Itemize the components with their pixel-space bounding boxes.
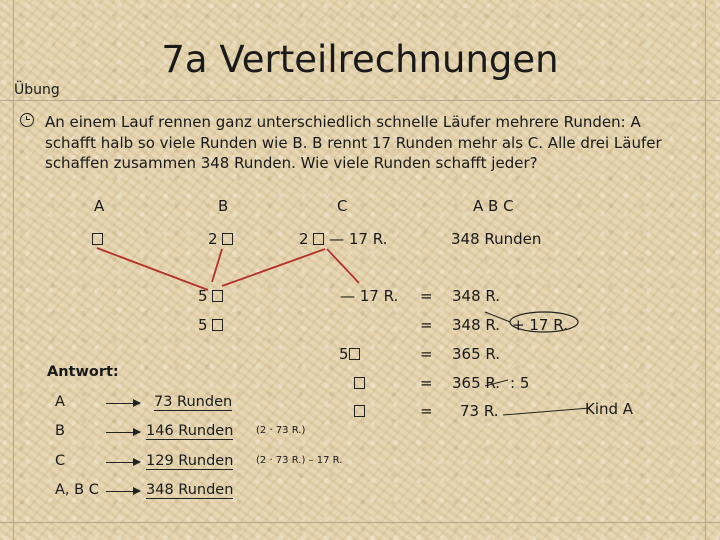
step4-left (354, 374, 365, 392)
step2-eq: = (420, 316, 433, 334)
variable-box (354, 405, 365, 417)
header-b: B (218, 197, 229, 215)
step2-note: + 17 R. (512, 316, 568, 334)
answer-value-abc: 348 Runden (146, 482, 234, 498)
step2-value: 348 R. (452, 316, 501, 334)
variable-box (354, 377, 365, 389)
answer-calc-c: (2 · 73 R.) – 17 R. (256, 455, 343, 466)
step4-eq: = (420, 374, 433, 392)
step3-eq: = (420, 345, 433, 363)
row1-b: 2 (208, 230, 233, 248)
right-arrow-icon (106, 432, 140, 433)
step5-eq: = (420, 402, 433, 420)
header-a: A (94, 197, 105, 215)
step1-left: 5 (198, 287, 223, 305)
header-abc: A B C (473, 197, 514, 215)
answer-who-c: C (55, 453, 66, 469)
step1-value: 348 R. (452, 287, 501, 305)
answer-value-b: 146 Runden (146, 423, 234, 439)
answer-value-c: 129 Runden (146, 453, 234, 469)
answer-who-abc: A, B C (55, 482, 99, 498)
answer-calc-b: (2 · 73 R.) (256, 425, 306, 436)
step4-value: 365 R. (452, 374, 501, 392)
row1-abc: 348 Runden (451, 230, 542, 248)
header-c: C (337, 197, 348, 215)
row1-c: 2 — 17 R. (299, 230, 388, 248)
answer-who-a: A (55, 394, 65, 410)
step3-left: 5 (339, 345, 360, 363)
answer-label: Antwort: (47, 364, 119, 380)
step5-left (354, 402, 365, 420)
answer-value-a: 73 Runden (154, 394, 233, 410)
right-arrow-icon (106, 462, 140, 463)
variable-box (349, 348, 360, 360)
step5-value: 73 R. (460, 402, 499, 420)
variable-box (212, 290, 223, 302)
step2-left: 5 (198, 316, 223, 334)
answer-who-b: B (55, 423, 65, 439)
section-label: Übung (14, 82, 60, 98)
step3-value: 365 R. (452, 345, 501, 363)
variable-box (212, 319, 223, 331)
task-text: An einem Lauf rennen ganz unterschiedlich schnelle Läufer mehrere Runden: A schafft halb so viele Runden wie B. B rennt 17 Runden mehr als C. Alle drei Läufer schaffen zusammen 348 Runden. Wie viele Runden schafft jeder? (45, 113, 662, 172)
right-arrow-icon (106, 403, 140, 404)
page-title: 7a Verteilrechnungen (161, 38, 559, 81)
step4-note: : 5 (510, 374, 530, 392)
step1-right: — 17 R. (340, 287, 399, 305)
step5-note: Kind A (585, 400, 634, 418)
right-arrow-icon (106, 491, 140, 492)
step1-eq: = (420, 287, 433, 305)
